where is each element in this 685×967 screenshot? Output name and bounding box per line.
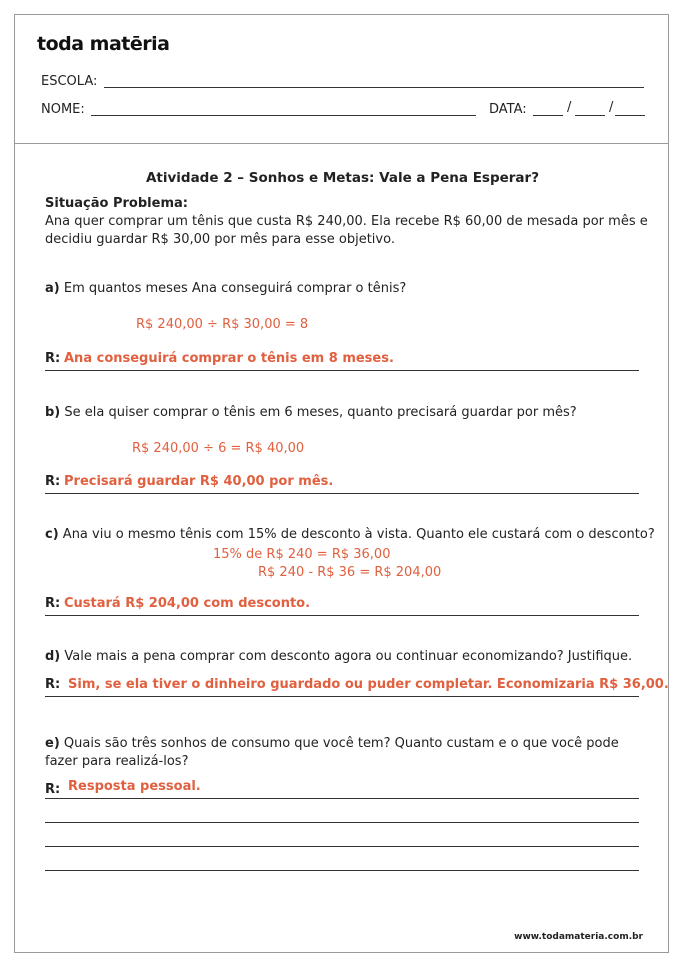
answer-text: Precisará guardar R$ 40,00 por mês.	[64, 474, 334, 489]
question-letter: e)	[45, 736, 60, 751]
escola-field[interactable]	[104, 87, 644, 88]
answer-row-b[interactable]	[45, 474, 639, 494]
situation-line: decidiu guardar R$ 30,00 por mês para esse objetivo.	[45, 232, 395, 247]
question-e	[45, 735, 619, 753]
question-text: Em quantos meses Ana conseguirá comprar o tênis?	[63, 281, 407, 296]
answer-line[interactable]	[45, 846, 639, 847]
footer-url: www.todamateria.com.br	[514, 932, 643, 942]
situation-line: Ana quer comprar um tênis que custa R$ 240,00. Ela recebe R$ 60,00 de mesada por mês e	[45, 214, 648, 229]
answer-line[interactable]	[45, 870, 639, 871]
logo: toda matēria	[37, 33, 170, 55]
question-c	[45, 526, 655, 544]
answer-label: R:	[45, 677, 61, 692]
answer-label: R:	[45, 596, 61, 611]
calculation: R$ 240,00 ÷ R$ 30,00 = 8	[136, 317, 309, 332]
question-letter: a)	[45, 281, 60, 296]
answer-label: R:	[45, 351, 61, 366]
question-letter: d)	[45, 649, 61, 664]
answer-row-e[interactable]	[45, 779, 639, 799]
situation-heading: Situação Problema:	[45, 196, 188, 211]
escola-label: ESCOLA:	[41, 74, 98, 89]
data-label: DATA:	[489, 102, 527, 117]
answer-text: Custará R$ 204,00 com desconto.	[64, 596, 311, 611]
answer-text: Resposta pessoal.	[68, 779, 201, 794]
nome-label: NOME:	[41, 102, 85, 117]
question-text: Quais são três sonhos de consumo que você tem? Quanto custam e o que você pode	[63, 736, 619, 751]
date-separator: /	[609, 100, 614, 115]
calculation: 15% de R$ 240 = R$ 36,00	[213, 547, 391, 562]
nome-field[interactable]	[91, 115, 476, 116]
date-month-field[interactable]	[575, 115, 605, 116]
calculation: R$ 240,00 ÷ 6 = R$ 40,00	[132, 441, 305, 456]
date-year-field[interactable]	[615, 115, 645, 116]
answer-text: Sim, se ela tiver o dinheiro guardado ou puder completar. Economizaria R$ 36,00.	[68, 677, 669, 692]
answer-row-c[interactable]	[45, 596, 639, 616]
answer-label: R:	[45, 474, 61, 489]
answer-label: R:	[45, 782, 61, 797]
question-text: Vale mais a pena comprar com desconto agora ou continuar economizando? Justifique.	[64, 649, 633, 664]
answer-text: Ana conseguirá comprar o tênis em 8 meses.	[64, 351, 394, 366]
question-text: Ana viu o mesmo tênis com 15% de desconto à vista. Quanto ele custará com o desconto?	[62, 527, 655, 542]
question-text: Se ela quiser comprar o tênis em 6 meses, quanto precisará guardar por mês?	[64, 405, 577, 420]
question-d	[45, 648, 632, 666]
calculation: R$ 240 - R$ 36 = R$ 204,00	[258, 565, 442, 580]
activity-title: Atividade 2 – Sonhos e Metas: Vale a Pena Esperar?	[145, 170, 540, 186]
answer-row-d[interactable]	[45, 677, 669, 697]
answer-row-a[interactable]	[45, 351, 639, 371]
question-letter: c)	[45, 527, 59, 542]
date-separator: /	[567, 100, 572, 115]
answer-line[interactable]	[45, 822, 639, 823]
question-a	[45, 280, 406, 298]
date-day-field[interactable]	[533, 115, 563, 116]
question-letter: b)	[45, 405, 61, 420]
header-separator	[14, 143, 669, 144]
question-text-continued: fazer para realizá-los?	[45, 754, 189, 769]
question-b	[45, 404, 577, 422]
